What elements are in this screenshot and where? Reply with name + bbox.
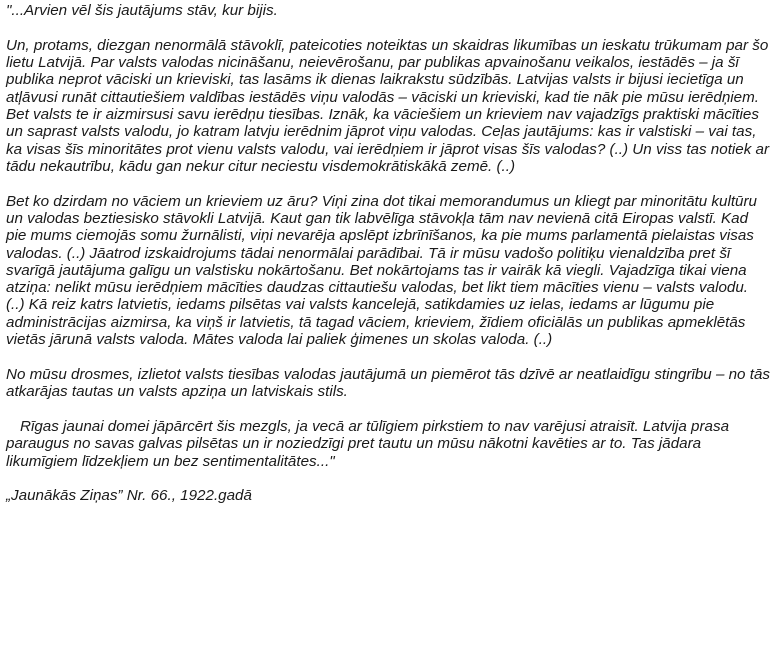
opening-line: "...Arvien vēl šis jautājums stāv, kur bijis. (6, 2, 278, 19)
source-citation: „Jaunākās Ziņas” Nr. 66., 1922.gadā (6, 487, 252, 505)
paragraph-1: Un, protams, diezgan nenormālā stāvoklī, pateicoties noteiktas un skaidras likumības un ieskatu trūkumam par šo lietu Latvijā. Par valsts valodas nicināšanu, neievērošanu, par publikas apvainošanu veikalos, iestādēs – ja šī publika neprot vāciski un krieviski, tas lasāms ik dienas laikrakstu sūdzībās. Latvijas valsts ir bijusi iecietīga un atļāvusi runāt cittautiešiem valdības iestādēs viņu valodās – vāciski un krieviski, kad tie nāk pie mūsu ierēdņiem. Bet valsts te ir aizmirsusi savu ierēdņu tiesības. Iznāk, ka vāciešiem un krieviem nav vajadzīgs praktiski mācīties un saprast valsts valodu, jo katram latvju ierēdnim jāprot viņu valodas. Ceļas jautājums: kas ir valstiski – vai tas, ka visas šīs minoritātes prot vienu valsts valodu, vai ierēdņiem ir jāprot visas šīs valodas? (..) Un viss tas notiek ar tādu nekautrību, kādu gan nekur citur neciestu visdemokrātiskākā zemē. (..) (6, 36, 770, 175)
document-body (6, 2, 770, 505)
paragraph-4: Rīgas jaunai domei jāpārcērt šis mezgls, ja vecā ar tūlīgiem pirkstiem to nav varējusi atraisīt. Latvija prasa paraugus no savas galvas pilsētas un ir noziedzīgi pret tautu un mūsu nākotni kavēties ar to. Tas jādara likumīgiem līdzekļiem un bez sentimentalitātes..." (6, 417, 730, 470)
paragraph-3: No mūsu drosmes, izlietot valsts tiesības valodas jautājumā un piemērot tās dzīvē ar neatlaidīgu stingrību – no tās atkarājas tautas un valsts apziņa un latviskais stils. (6, 365, 770, 401)
paragraph-2: Bet ko dzirdam no vāciem un krieviem uz āru? Viņi zina dot tikai memorandumus un kliegt par minoritātu kultūru un valodas beztiesisko stāvokli Latvijā. Kaut gan tik labvēlīga stāvokļa tām nav nevienā citā Eiropas valstī. Kad pie mums ciemojās somu žurnālisti, viņi nevarēja apslēpt izbrīnīšanos, ka pie mums parlamentā pielaistas visas valodas. (..) Jāatrod izskaidrojums tādai nenormālai parādībai. Tā ir mūsu vadošo politiķu vienaldzība pret šī svarīgā jautājuma galīgu un valstisku nokārtošanu. Bet nokārtojams tas ir vairāk kā viegli. Vajadzīga tikai viena atziņa: nelikt mūsu ierēdņiem mācīties daudzas cittautiešu valodas, bet likt tiem mācīties vienu – valsts valodu. (..) Kā reiz katrs latvietis, iedams pilsētas vai valsts kancelejā, satikdamies uz ielas, iedams ar lūgumu pie administrācijas aizmirsa, ka viņš ir latvietis, tā tagad vāciem, krieviem, žīdiem oficiālās un publikas apmeklētās vietās jārunā valsts valoda. Mātes valoda lai paliek ģimenes un skolas valoda. (..) (6, 192, 758, 349)
